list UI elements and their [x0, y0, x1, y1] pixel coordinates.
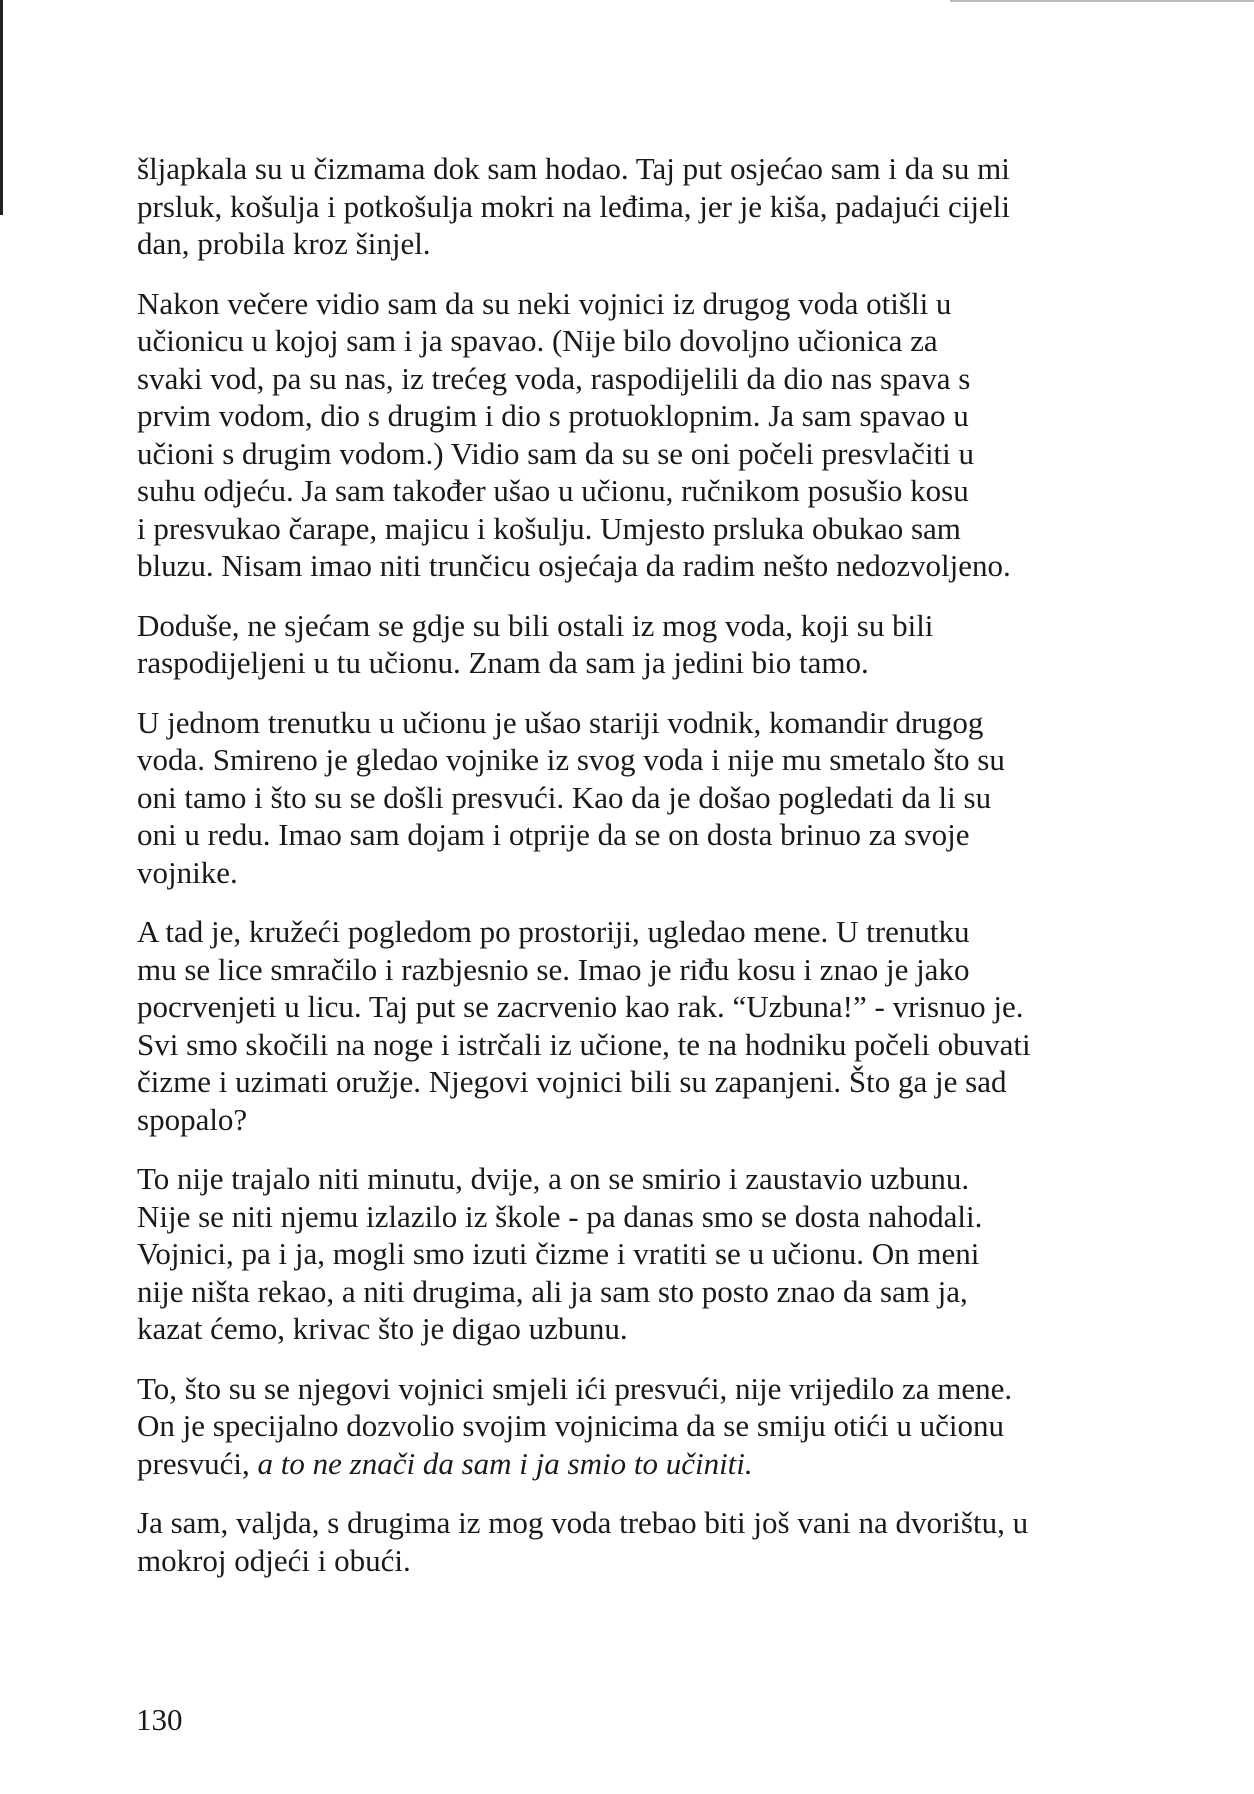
italic-text-segment: a to ne znači da sam i ja smio to učiniti.: [249, 1445, 753, 1481]
text-line: mokroj odjeći i obući.: [137, 1542, 411, 1578]
text-line: Svi smo skočili na noge i istrčali iz učione, te na hodniku počeli obuvati: [137, 1026, 1031, 1062]
paragraph-2: [137, 285, 1137, 585]
paragraph-6: [137, 1160, 1137, 1348]
paragraph-8: [137, 1504, 1137, 1579]
page-edge-top: [950, 0, 1254, 2]
paragraph-7: [137, 1370, 1137, 1483]
page-edge-left: [0, 0, 3, 215]
text-line: Vojnici, pa i ja, mogli smo izuti čizme i vratiti se u učionu. On meni: [137, 1236, 980, 1271]
text-line: vojnike.: [137, 854, 238, 890]
text-line: Nakon večere vidio sam da su neki vojnici iz drugog voda otišli u: [137, 285, 952, 321]
text-line: šljapkala su u čizmama dok sam hodao. Taj put osjećao sam i da su mi: [137, 151, 1010, 186]
text-line: To, što su se njegovi vojnici smjeli ići presvući, nije vrijedilo za mene.: [137, 1370, 1013, 1406]
text-segment: presvući,: [137, 1445, 250, 1481]
text-line: učioni s drugim vodom.) Vidio sam da su se oni počeli presvlačiti u: [137, 435, 975, 471]
text-line: pocrvenjeti u licu. Taj put se zacrvenio kao rak. “Uzbuna!” - vrisnuo je.: [137, 989, 1024, 1024]
body-text: [137, 150, 1137, 1601]
text-line: U jednom trenutku u učionu je ušao stariji vodnik, komandir drugog: [137, 704, 984, 740]
text-line: raspodijeljeni u tu učionu. Znam da sam ja jedini bio tamo.: [137, 645, 869, 680]
paragraph-4: [137, 704, 1137, 892]
text-line: To nije trajalo niti minutu, dvije, a on se smirio i zaustavio uzbunu.: [137, 1161, 970, 1196]
text-line-mixed: [137, 1445, 1137, 1483]
text-line: Ja sam, valjda, s drugima iz mog voda trebao biti još vani na dvorištu, u: [137, 1505, 1029, 1540]
paragraph-1: [137, 150, 1137, 263]
text-line: dan, probila kroz šinjel.: [137, 226, 431, 261]
text-line: prsluk, košulja i potkošulja mokri na leđima, jer je kiša, padajući cijeli: [137, 188, 1010, 224]
text-line: Doduše, ne sjećam se gdje su bili ostali iz mog voda, koji su bili: [137, 607, 934, 643]
paragraph-3: [137, 607, 1137, 682]
text-line: oni u redu. Imao sam dojam i otprije da se on dosta brinuo za svoje: [137, 817, 970, 852]
text-line: učionicu u kojoj sam i ja spavao. (Nije bilo dovoljno učionica za: [137, 323, 938, 358]
text-line: suhu odjeću. Ja sam također ušao u učionu, ručnikom posušio kosu: [137, 473, 969, 508]
text-line: bluzu. Nisam imao niti trunčicu osjećaja da radim nešto nedozvoljeno.: [137, 548, 1011, 583]
text-line: mu se lice smračilo i razbjesnio se. Imao je riđu kosu i znao je jako: [137, 951, 970, 987]
text-line: čizme i uzimati oružje. Njegovi vojnici bili su zapanjeni. Što ga je sad: [137, 1064, 1007, 1099]
text-line: nije ništa rekao, a niti drugima, ali ja sam sto posto znao da sam ja,: [137, 1273, 968, 1309]
text-line: kazat ćemo, krivac što je digao uzbunu.: [137, 1311, 628, 1346]
text-line: spopalo?: [137, 1101, 248, 1137]
text-line: A tad je, kružeći pogledom po prostoriji, ugledao mene. U trenutku: [137, 914, 970, 949]
text-line: Nije se niti njemu izlazilo iz škole - pa danas smo se dosta nahodali.: [137, 1198, 983, 1234]
text-line: svaki vod, pa su nas, iz trećeg voda, raspodijelili da dio nas spava s: [137, 360, 971, 396]
paragraph-5: [137, 913, 1137, 1138]
text-line: voda. Smireno je gledao vojnike iz svog voda i nije mu smetalo što su: [137, 742, 1005, 777]
text-line: oni tamo i što su se došli presvući. Kao da je došao pogledati da li su: [137, 779, 992, 815]
page-number: 130: [136, 1702, 183, 1737]
text-line: i presvukao čarape, majicu i košulju. Umjesto prsluka obukao sam: [137, 510, 961, 546]
text-line: prvim vodom, dio s drugim i dio s protuoklopnim. Ja sam spavao u: [137, 398, 969, 433]
text-line: On je specijalno dozvolio svojim vojnicima da se smiju otići u učionu: [137, 1408, 1005, 1443]
